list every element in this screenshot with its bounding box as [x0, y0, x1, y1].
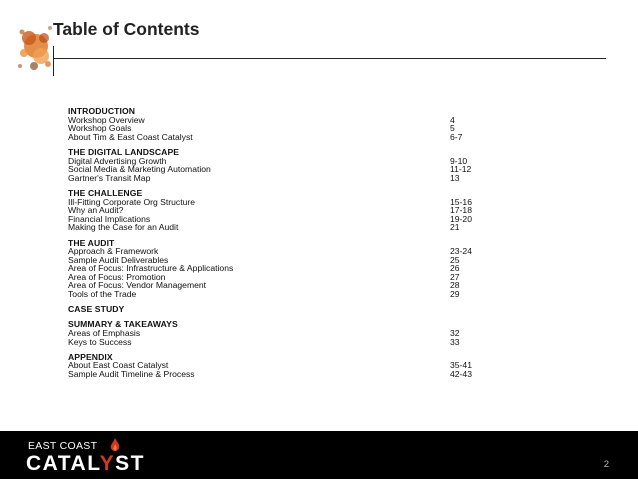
table-of-contents — [68, 107, 488, 385]
toc-entry-label: Area of Focus: Promotion — [68, 271, 166, 282]
toc-entry-page: 29 — [450, 289, 460, 300]
toc-entry-label: Ill-Fitting Corporate Org Structure — [68, 196, 196, 207]
logo-text-a: CATAL — [26, 452, 100, 475]
company-logo — [26, 452, 145, 476]
toc-entry-label: Gartner's Transit Map — [68, 172, 151, 183]
toc-section — [68, 107, 488, 141]
logo-top-text: EAST COAST — [28, 440, 98, 452]
logo-text-accent: Y — [99, 452, 116, 475]
toc-entry-page: 9-10 — [450, 155, 468, 166]
toc-entry — [68, 370, 488, 379]
toc-section-title: THE DIGITAL LANDSCAPE — [68, 146, 180, 157]
toc-section — [68, 320, 488, 346]
toc-entry-page: 5 — [450, 123, 455, 134]
toc-entry-page: 19-20 — [450, 213, 472, 224]
toc-entry-label: Financial Implications — [68, 213, 151, 224]
toc-entry — [68, 174, 488, 183]
toc-section-title: THE CHALLENGE — [68, 187, 143, 198]
toc-entry-label: Social Media & Marketing Automation — [68, 164, 211, 175]
toc-entry-label: Area of Focus: Vendor Management — [68, 280, 207, 291]
toc-entry — [68, 290, 488, 299]
toc-entry-page: 33 — [450, 336, 460, 347]
toc-entry-page: 17-18 — [450, 205, 472, 216]
toc-entry-page: 32 — [450, 328, 460, 339]
toc-entry-page: 11-12 — [450, 164, 472, 175]
page-title: Table of Contents — [53, 19, 200, 39]
toc-entry-page: 35-41 — [450, 360, 472, 371]
toc-entry-label: Approach & Framework — [68, 246, 159, 257]
toc-entry-page: 26 — [450, 263, 460, 274]
toc-entry-label: About East Coast Catalyst — [68, 360, 169, 371]
toc-entry-page: 21 — [450, 222, 460, 233]
toc-section — [68, 353, 488, 379]
toc-entry-page: 23-24 — [450, 246, 472, 257]
toc-entry-page: 28 — [450, 280, 460, 291]
toc-section-title: APPENDIX — [68, 351, 113, 362]
title-underline — [53, 58, 606, 59]
page-number: 2 — [603, 459, 609, 470]
toc-entry — [68, 133, 488, 142]
toc-entry-label: Area of Focus: Infrastructure & Applications — [68, 263, 234, 274]
toc-section-title: CASE STUDY — [68, 304, 125, 315]
toc-section-title: SUMMARY & TAKEAWAYS — [68, 319, 178, 330]
toc-entry — [68, 223, 488, 232]
toc-entry-page: 42-43 — [450, 369, 472, 379]
toc-entry-label: Tools of the Trade — [68, 289, 137, 300]
toc-entry-label: Sample Audit Deliverables — [68, 254, 169, 265]
toc-entry — [68, 198, 488, 207]
toc-entry-label: Keys to Success — [68, 336, 132, 347]
toc-entry-label: Workshop Overview — [68, 114, 145, 125]
toc-entry-page: 25 — [450, 254, 460, 265]
toc-entry-label: Why an Audit? — [68, 205, 124, 216]
toc-entry-label: About Tim & East Coast Catalyst — [68, 131, 193, 142]
toc-entry-page: 13 — [450, 172, 460, 183]
toc-section — [68, 305, 488, 314]
title-vertical-rule — [53, 46, 54, 76]
toc-entry-page: 15-16 — [450, 196, 472, 207]
toc-entry-label: Making the Case for an Audit — [68, 222, 179, 233]
logo-text-c: ST — [115, 452, 145, 475]
toc-entry-label: Workshop Goals — [68, 123, 132, 134]
toc-section — [68, 189, 488, 232]
toc-section-title: INTRODUCTION — [68, 106, 136, 116]
toc-entry-page: 6-7 — [450, 131, 463, 142]
toc-entry — [68, 338, 488, 347]
toc-section — [68, 148, 488, 182]
paint-splash-icon — [14, 18, 56, 76]
toc-entry-label: Digital Advertising Growth — [68, 155, 167, 166]
toc-section-title: THE AUDIT — [68, 237, 115, 248]
toc-entry-label: Areas of Emphasis — [68, 328, 141, 339]
toc-entry-page: 4 — [450, 114, 455, 125]
toc-section — [68, 239, 488, 299]
toc-entry-label: Sample Audit Timeline & Process — [68, 369, 195, 379]
toc-entry-page: 27 — [450, 271, 460, 282]
